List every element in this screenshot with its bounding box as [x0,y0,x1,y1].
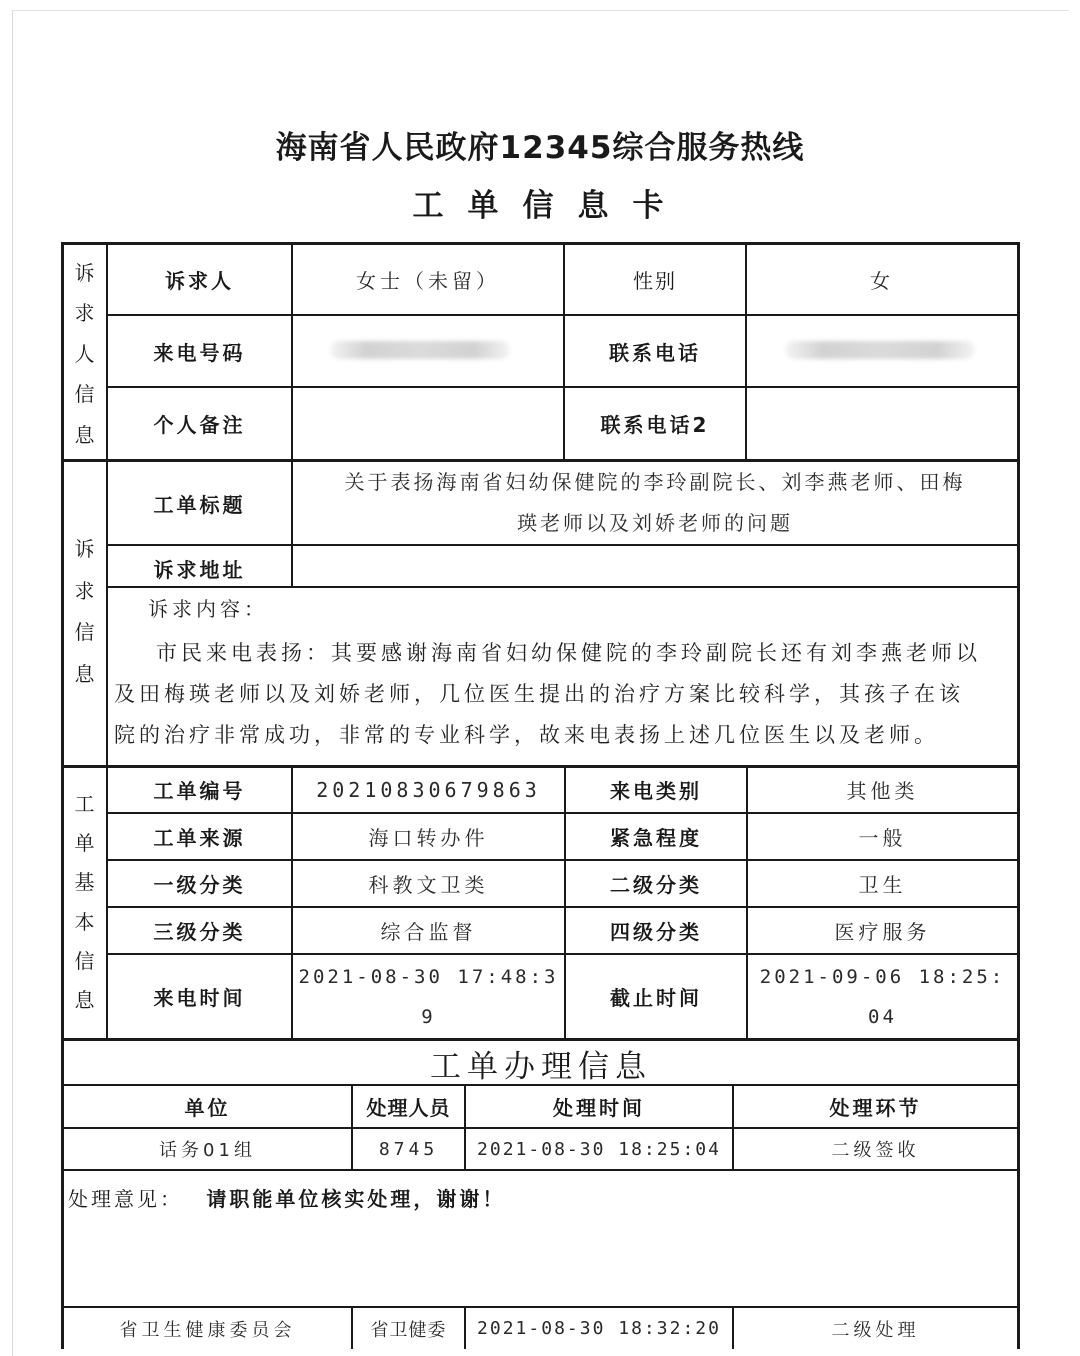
request-section-label: 诉 求 信 息 [74,536,95,687]
gender-value: 女 [870,268,894,293]
caller-number-redacted [330,341,510,359]
source-value: 海口转办件 [368,826,489,850]
call-type-label: 来电类别 [610,779,702,803]
deadline-label: 截止时间 [610,986,702,1010]
ticket-title-label: 工单标题 [153,492,246,517]
page-title: 海南省人民政府12345综合服务热线 [275,130,805,166]
row2-handler: 省卫健委 [370,1319,447,1341]
claimant-label: 诉求人 [165,268,234,293]
ticket-title-value: 关于表扬海南省妇幼保健院的李玲副院长、刘李燕老师、田梅 瑛老师以及刘娇老师的问题 [344,470,966,535]
gender-label: 性别 [633,268,677,293]
urgency-value: 一般 [858,826,907,850]
ticket-no-label: 工单编号 [153,779,246,803]
level3-label: 三级分类 [153,920,246,944]
row2-unit: 省卫生健康委员会 [119,1319,296,1341]
opinion-label: 处理意见： [68,1187,183,1211]
level2-label: 二级分类 [610,873,702,897]
note-label: 个人备注 [153,413,246,437]
caller-number-label: 来电号码 [153,340,246,365]
ticket-no-value: 20210830679863 [316,777,541,802]
contact-phone-label: 联系电话 [609,340,701,365]
level1-label: 一级分类 [153,873,246,897]
content-line-3: 院的治疗非常成功，非常的专业科学，故来电表扬上述几位医生以及老师。 [114,723,939,747]
deadline-value: 2021-09-06 18:25: 04 [759,966,1006,1028]
row1-unit: 话务01组 [159,1140,256,1161]
contact-phone-redacted [785,341,975,359]
opinion [68,1183,505,1212]
content-line-1: 市民来电表扬：其要感谢海南省妇幼保健院的李玲副院长还有刘李燕老师以 [156,641,981,665]
row1-handler: 8745 [378,1138,439,1160]
row2-step: 二级处理 [831,1319,920,1341]
claimant-section-label: 诉 求 人 信 息 [74,260,95,447]
content-line-2: 及田梅瑛老师以及刘娇老师，几位医生提出的治疗方案比较科学，其孩子在该 [114,682,964,706]
address-label: 诉求地址 [153,557,246,582]
row1-time: 2021-08-30 18:25:04 [477,1138,721,1160]
content-label: 诉求内容： [148,597,268,621]
opinion-text: 请职能单位核实处理，谢谢！ [206,1187,506,1211]
header-step: 处理环节 [829,1096,922,1120]
header-unit: 单位 [184,1096,231,1120]
level3-value: 综合监督 [380,920,477,944]
urgency-label: 紧急程度 [610,826,702,850]
source-label: 工单来源 [153,826,246,850]
processing-title: 工单办理信息 [430,1048,652,1085]
header-handler: 处理人员 [366,1096,451,1120]
level4-label: 四级分类 [610,920,702,944]
call-time-label: 来电时间 [153,986,246,1010]
row1-step: 二级签收 [831,1140,920,1161]
call-type-value: 其他类 [846,779,919,803]
row2-time: 2021-08-30 18:32:20 [477,1318,721,1339]
call-time-value: 2021-08-30 17:48:3 9 [298,966,559,1028]
level2-value: 卫生 [858,873,907,897]
header-time: 处理时间 [553,1096,645,1120]
level4-value: 医疗服务 [834,920,931,944]
level1-value: 科教文卫类 [368,873,489,897]
page-subtitle: 工单信息卡 [412,188,688,224]
basic-section-label: 工 单 基 本 信 息 [74,792,95,1012]
contact-phone2-label: 联系电话2 [600,413,710,437]
claimant-value: 女士（未留） [356,268,500,293]
